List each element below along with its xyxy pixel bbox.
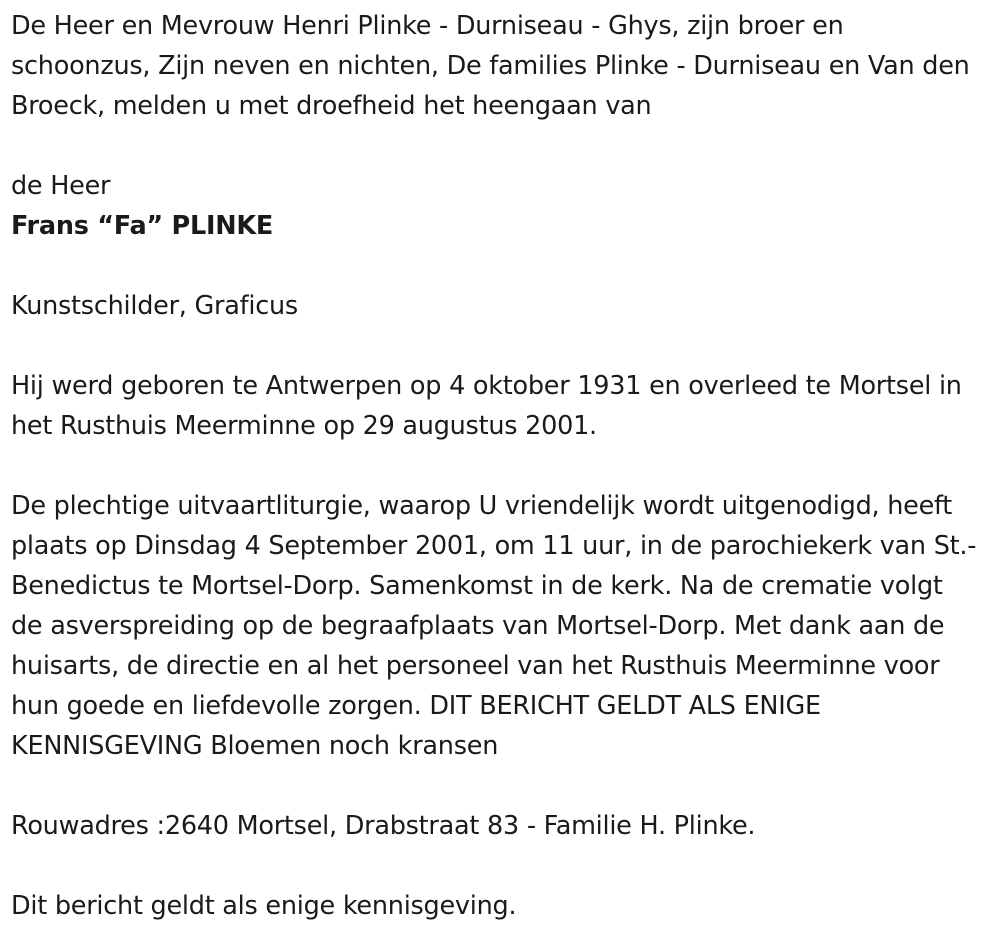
intro-paragraph: De Heer en Mevrouw Henri Plinke - Durniseau - Ghys, zijn broer en schoonzus, Zijn neven en nichten, De families Plinke - Durniseau en Van den Broeck, melden u met droefheid het heengaan van xyxy=(11,11,970,121)
salutation: de Heer xyxy=(11,171,111,201)
deceased-name: Frans “Fa” PLINKE xyxy=(11,211,274,241)
mourning-address: Rouwadres :2640 Mortsel, Drabstraat 83 - Familie H. Plinke. xyxy=(11,811,756,841)
ceremony-paragraph: De plechtige uitvaartliturgie, waarop U vriendelijk wordt uitgenodigd, heeft plaats op Dinsdag 4 September 2001, om 11 uur, in de parochiekerk van St.-Benedictus te Mortsel-Dorp. Samenkomst in de kerk. Na de crematie volgt de asverspreiding op de begraafplaats van Mortsel-Dorp. Met dank aan de huisarts, de directie en al het personeel van het Rusthuis Meerminne voor hun goede en liefdevolle zorgen. DIT BERICHT GELDT ALS ENIGE KENNISGEVING Bloemen noch kransen xyxy=(11,491,977,761)
profession: Kunstschilder, Graficus xyxy=(11,291,298,321)
closing-line: Dit bericht geldt als enige kennisgeving. xyxy=(11,891,517,921)
birth-death-paragraph: Hij werd geboren te Antwerpen op 4 oktober 1931 en overleed te Mortsel in het Rusthuis Meerminne op 29 augustus 2001. xyxy=(11,371,962,441)
